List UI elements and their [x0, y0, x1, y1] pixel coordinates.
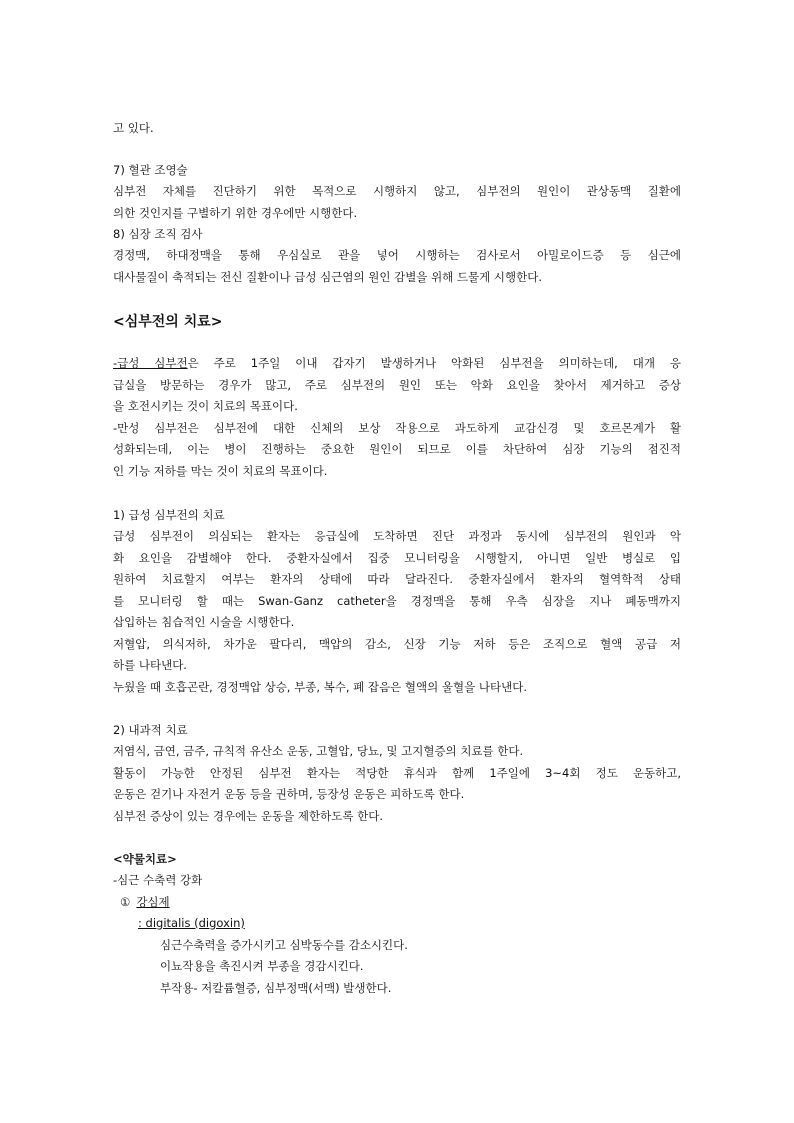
treatment-1-line-2: 화 요인을 감별해야 한다. 중환자실에서 집중 모니터링을 시행할지, 아니면 일반 병실로 입	[113, 551, 681, 565]
treatment-1-line-5: 삽입하는 침습적인 시술을 시행한다.	[113, 615, 295, 629]
drug-line-1: -심근 수축력 강화	[113, 873, 203, 887]
treatment-1-line-8: 누웠을 때 호흡곤란, 경정맥압 상승, 부종, 복수, 폐 잡음은 혈액의 울혈을 나타낸다.	[113, 680, 527, 694]
acute-line-1-rest: 은 주로 1주일 이내 갑자기 발생하거나 악화된 심부전을 의미하는데, 대개 응	[187, 356, 681, 370]
treatment-1-line-3: 원하여 치료할지 여부는 환자의 상태에 따라 달라진다. 중환자실에서 환자의 혈역학적 상태	[113, 572, 681, 586]
treatment-1-line-6: 저혈압, 의식저하, 차가운 팔다리, 맥압의 감소, 신장 기능 저하 등은 조직으로 혈액 공급 저	[113, 637, 681, 651]
treatment-1-title: 1) 급성 심부전의 치료	[113, 508, 225, 522]
acute-term: -급성 심부전	[113, 356, 188, 370]
section-7-title: 7) 혈관 조영술	[113, 163, 188, 177]
drug-item-number: ①	[120, 895, 131, 909]
digitalis-effect-1: 심근수축력을 증가시키고 심박동수를 감소시킨다.	[160, 938, 408, 952]
acute-line-3: 을 호전시키는 것이 치료의 목표이다.	[113, 399, 298, 413]
section-8-line-2: 대사물질이 축적되는 전신 질환이나 급성 심근염의 원인 감별을 위해 드물게 시행한다.	[113, 270, 543, 284]
section-7-line-2: 의한 것인지를 구별하기 위한 경우에만 시행한다.	[113, 206, 358, 220]
section-8-title: 8) 심장 조직 검사	[113, 227, 203, 241]
treatment-1-line-1: 급성 심부전이 의심되는 환자는 응급실에 도착하면 진단 과정과 동시에 심부전의 원인과 악	[113, 529, 681, 543]
paragraph-continuation: 고 있다.	[113, 121, 154, 135]
treatment-1-line-4: 를 모니터링 할 때는 Swan-Ganz catheter을 경정맥을 통해 우측 심장을 지나 폐동맥까지	[113, 594, 681, 608]
drug-heading: <약물치료>	[113, 852, 177, 866]
section-7-line-1: 심부전 자체를 진단하기 위한 목적으로 시행하지 않고, 심부전의 원인이 관상동맥 질환에	[113, 184, 681, 198]
treatment-2-line-2: 활동이 가능한 안정된 심부전 환자는 적당한 휴식과 함께 1주일에 3~4회 정도 운동하고,	[113, 766, 681, 780]
digitalis-effect-2: 이뇨작용을 촉진시켜 부종을 경감시킨다.	[160, 959, 364, 973]
treatment-heading: <심부전의 치료>	[113, 314, 223, 330]
drug-item	[120, 894, 688, 910]
treatment-2-line-1: 저염식, 금연, 금주, 규칙적 유산소 운동, 고혈압, 당뇨, 및 고지혈증의 치료를 한다.	[113, 744, 524, 758]
section-8-line-1: 경정맥, 하대정맥을 통해 우심실로 관을 넣어 시행하는 검사로서 아밀로이드증 등 심근에	[113, 248, 681, 262]
acute-line-2: 급실을 방문하는 경우가 많고, 주로 심부전의 원인 또는 악화 요인을 찾아서 제거하고 증상	[113, 378, 681, 392]
acute-line-1	[113, 355, 681, 371]
digitalis-side-effect: 부작용- 저칼륨혈증, 심부정맥(서맥) 발생한다.	[160, 981, 392, 995]
chronic-line-1: -만성 심부전은 심부전에 대한 신체의 보상 작용으로 과도하게 교감신경 및 호르몬계가 활	[113, 421, 681, 435]
chronic-line-2: 성화되는데, 이는 병이 진행하는 중요한 원인이 되므로 이를 차단하여 심장 기능의 점진적	[113, 442, 681, 456]
digitalis-line: : digitalis (digoxin)	[138, 916, 245, 930]
treatment-1-line-7: 하를 나타낸다.	[113, 658, 187, 672]
chronic-line-3: 인 기능 저하를 막는 것이 치료의 목표이다.	[113, 464, 328, 478]
treatment-2-line-4: 심부전 증상이 있는 경우에는 운동을 제한하도록 한다.	[113, 809, 383, 823]
treatment-2-title: 2) 내과적 치료	[113, 723, 188, 737]
drug-item-label: 강심제	[136, 895, 170, 909]
treatment-2-line-3: 운동은 걷기나 자전거 운동 등을 권하며, 등장성 운동은 피하도록 한다.	[113, 787, 465, 801]
